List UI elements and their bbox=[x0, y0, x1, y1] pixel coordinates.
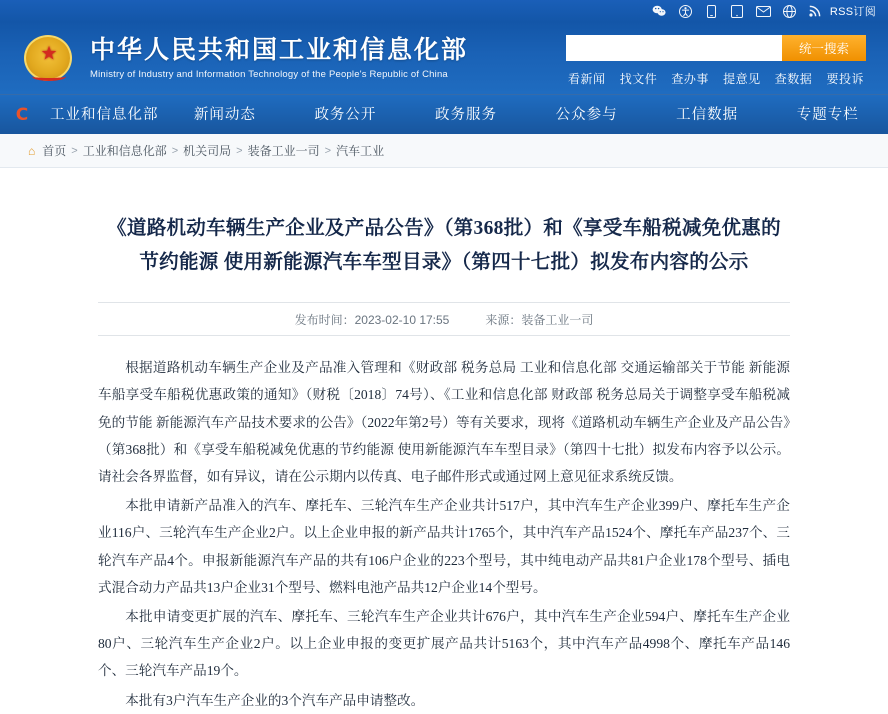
mobile-icon[interactable] bbox=[704, 4, 719, 19]
site-header bbox=[0, 22, 888, 94]
site-title-cn: 中华人民共和国工业和信息化部 bbox=[90, 36, 469, 65]
nav-logo-icon: C bbox=[15, 104, 29, 125]
search-area bbox=[566, 35, 866, 87]
nav-item-topics[interactable]: 专题专栏 bbox=[796, 106, 859, 123]
breadcrumb-separator: > bbox=[171, 144, 179, 157]
article-container bbox=[0, 168, 888, 714]
site-title-en: Ministry of Industry and Information Technology of the People's Republic of China bbox=[90, 68, 448, 80]
quick-link-documents[interactable]: 找文件 bbox=[619, 72, 658, 86]
article-paragraph: 根据道路机动车辆生产企业及产品准入管理和《财政部 税务总局 工业和信息化部 交通运输部关于节能 新能源车船享受车船税优惠政策的通知》（财税〔2018〕74号）、《工业和信息化部 财政部 税务总局关于调整享受车船税减免的节能 新能源汽车产品技术要求的公告》（2022年第2号）等有关要求，现将《道路机动车辆生产企业及产品公告》（第368批）和《享受车船税减免优惠的节约能源 使用新能源汽车车型目录》（第四十七批）拟发布内容予以公示。请社会各界监督，如有异议，请在公示期内以传真、电子邮件形式或通过网上意见征求系统反馈。 bbox=[98, 360, 790, 484]
breadcrumb-item-departments[interactable]: 机关司局 bbox=[183, 144, 232, 158]
nav-item-ministry[interactable]: 工业和信息化部 bbox=[50, 106, 159, 123]
rss-subscribe-link[interactable]: RSS订阅 bbox=[829, 6, 876, 18]
search-input[interactable] bbox=[566, 35, 782, 61]
search-box[interactable] bbox=[566, 35, 866, 61]
article-paragraph: 本批申请变更扩展的汽车、摩托车、三轮汽车生产企业共计676户，其中汽车生产企业594户、摩托车生产企业80户、三轮汽车生产企业2户。以上企业申报的变更扩展产品共计5163个，其中汽车产品4998个、摩托车产品146个、三轮汽车产品19个。 bbox=[98, 608, 790, 679]
site-title bbox=[90, 36, 468, 80]
breadcrumb-separator: > bbox=[71, 144, 78, 157]
globe-icon[interactable] bbox=[782, 4, 797, 19]
mail-icon[interactable] bbox=[756, 4, 771, 19]
nav-items bbox=[44, 95, 888, 135]
nav-item-data[interactable]: 工信数据 bbox=[676, 106, 739, 123]
nav-item-participation[interactable]: 公众参与 bbox=[555, 106, 618, 123]
page-title: 《道路机动车辆生产企业及产品公告》（第368批）和《享受车船税减免优惠的节约能源 使用新能源汽车车型目录》（第四十七批）拟发布内容的公示 bbox=[107, 218, 781, 274]
quick-link-complaint[interactable]: 要投诉 bbox=[826, 72, 864, 86]
article-paragraph: 本批申请新产品准入的汽车、摩托车、三轮汽车生产企业共计517户，其中汽车生产企业399户、摩托车生产企业116户、三轮汽车生产企业2户。以上企业申报的新产品共计1765个，其中汽车产品1524个、摩托车产品237个、三轮汽车产品4个。申报新能源汽车产品的共有106户企业的223个型号，其中纯电动产品共81户企业178个型号、插电式混合动力产品共13户企业31个型号、燃料电池产品共12户企业14个型号。 bbox=[98, 498, 790, 595]
wechat-icon[interactable] bbox=[652, 4, 667, 19]
nav-item-disclosure[interactable]: 政务公开 bbox=[314, 106, 377, 123]
quick-link-feedback[interactable]: 提意见 bbox=[723, 72, 761, 86]
breadcrumb-item-ministry[interactable]: 工业和信息化部 bbox=[82, 144, 167, 158]
quick-links bbox=[566, 70, 866, 87]
quick-link-services[interactable]: 查办事 bbox=[671, 72, 709, 86]
home-icon[interactable]: ⌂ bbox=[28, 143, 36, 158]
main-navigation bbox=[0, 94, 888, 134]
national-emblem: ★ bbox=[22, 31, 76, 85]
quick-link-data[interactable]: 查数据 bbox=[774, 72, 813, 86]
breadcrumb-item-auto-industry[interactable]: 汽车工业 bbox=[336, 144, 385, 158]
quick-link-news[interactable]: 看新闻 bbox=[568, 72, 606, 86]
breadcrumb-home[interactable]: 首页 bbox=[42, 144, 67, 158]
breadcrumb-item-equipment-dept[interactable]: 装备工业一司 bbox=[247, 144, 320, 158]
nav-item-news[interactable]: 新闻动态 bbox=[193, 106, 256, 123]
breadcrumb-separator: > bbox=[236, 144, 243, 157]
utility-bar bbox=[0, 0, 888, 22]
breadcrumb-separator: > bbox=[324, 144, 332, 157]
accessibility-icon[interactable] bbox=[678, 4, 693, 19]
nav-item-services[interactable]: 政务服务 bbox=[435, 106, 498, 123]
article-meta bbox=[98, 302, 790, 336]
article-source: 来源：装备工业一司 bbox=[485, 312, 594, 327]
publish-time: 发布时间：2023-02-10 17:55 bbox=[294, 312, 450, 327]
article-body bbox=[98, 354, 790, 713]
rss-icon[interactable] bbox=[808, 4, 823, 19]
article-paragraph: 本批有3户汽车生产企业的3个汽车产品申请整改。 bbox=[125, 692, 425, 708]
search-button[interactable]: 统一搜索 bbox=[782, 35, 866, 61]
breadcrumb bbox=[0, 134, 888, 168]
tablet-icon[interactable] bbox=[730, 4, 745, 19]
